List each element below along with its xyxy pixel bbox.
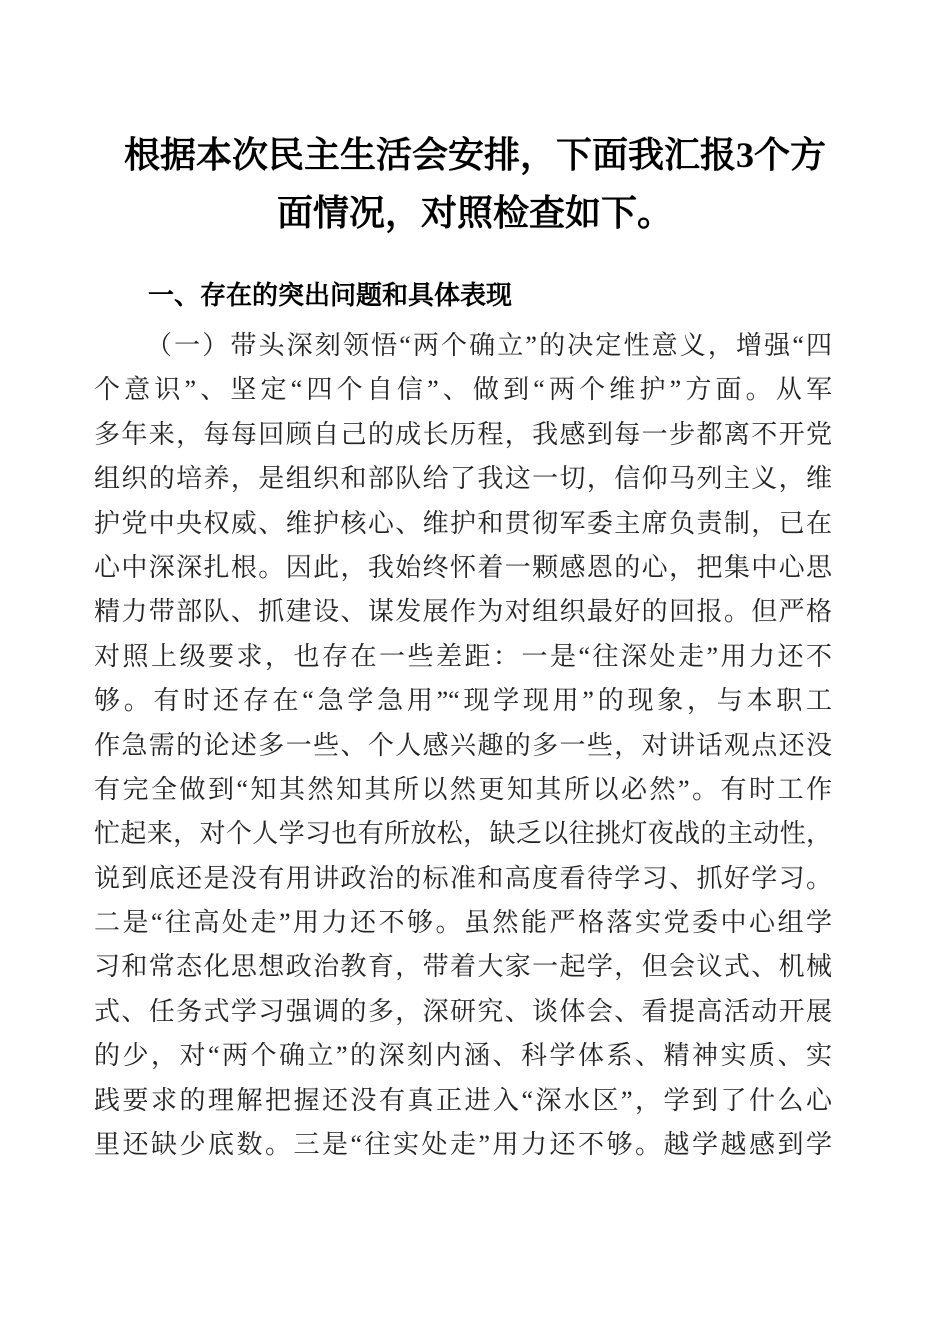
paragraph-line: 够。有时还存在“急学急用”“现学现用”的现象，与本职工	[94, 686, 832, 716]
paragraph-line: 习和常态化思想政治教育，带着大家一起学，但会议式、机械	[94, 952, 832, 982]
paragraph-line: 的少，对“两个确立”的深刻内涵、科学体系、精神实质、实	[94, 1041, 832, 1071]
paragraph-line: 护党中央权威、维护核心、维护和贯彻军委主席负责制，已在	[94, 508, 832, 538]
paragraph-line: 践要求的理解把握还没有真正进入“深水区”，学到了什么心	[94, 1085, 832, 1115]
paragraph-line: （一）带头深刻领悟“两个确立”的决定性意义，增强“四	[146, 331, 832, 360]
paragraph-line: 作急需的论述多一些、个人感兴趣的多一些，对讲话观点还没	[94, 730, 832, 760]
paragraph-line: 对照上级要求，也存在一些差距：一是“往深处走”用力还不	[94, 641, 832, 671]
paragraph-line: 个意识”、坚定“四个自信”、做到“两个维护”方面。从军	[94, 375, 832, 405]
paragraph-line: 忙起来，对个人学习也有所放松，缺乏以往挑灯夜战的主动性，	[94, 819, 832, 849]
paragraph-line: 式、任务式学习强调的多，深研究、谈体会、看提高活动开展	[94, 996, 832, 1026]
paragraph-line: 二是“往高处走”用力还不够。虽然能严格落实党委中心组学	[94, 908, 832, 938]
body-paragraph	[94, 324, 832, 1167]
document-title: 根据本次民主生活会安排，下面我汇报3个方面情况，对照检查如下。	[123, 135, 826, 233]
paragraph-line: 说到底还是没有用讲政治的标准和高度看待学习、抓好学习。	[94, 863, 832, 893]
paragraph-line: 心中深深扎根。因此，我始终怀着一颗感恩的心，把集中心思	[94, 552, 832, 582]
paragraph-line: 多年来，每每回顾自己的成长历程，我感到每一步都离不开党	[94, 419, 832, 449]
paragraph-line: 精力带部队、抓建设、谋发展作为对组织最好的回报。但严格	[94, 597, 832, 627]
paragraph-line: 有完全做到“知其然知其所以然更知其所以必然”。有时工作	[94, 774, 832, 804]
paragraph-line: 组织的培养，是组织和部队给了我这一切，信仰马列主义，维	[94, 464, 832, 494]
section-heading: 一、存在的突出问题和具体表现	[148, 280, 513, 310]
paragraph-line: 里还缺少底数。三是“往实处走”用力还不够。越学越感到学	[94, 1130, 832, 1160]
